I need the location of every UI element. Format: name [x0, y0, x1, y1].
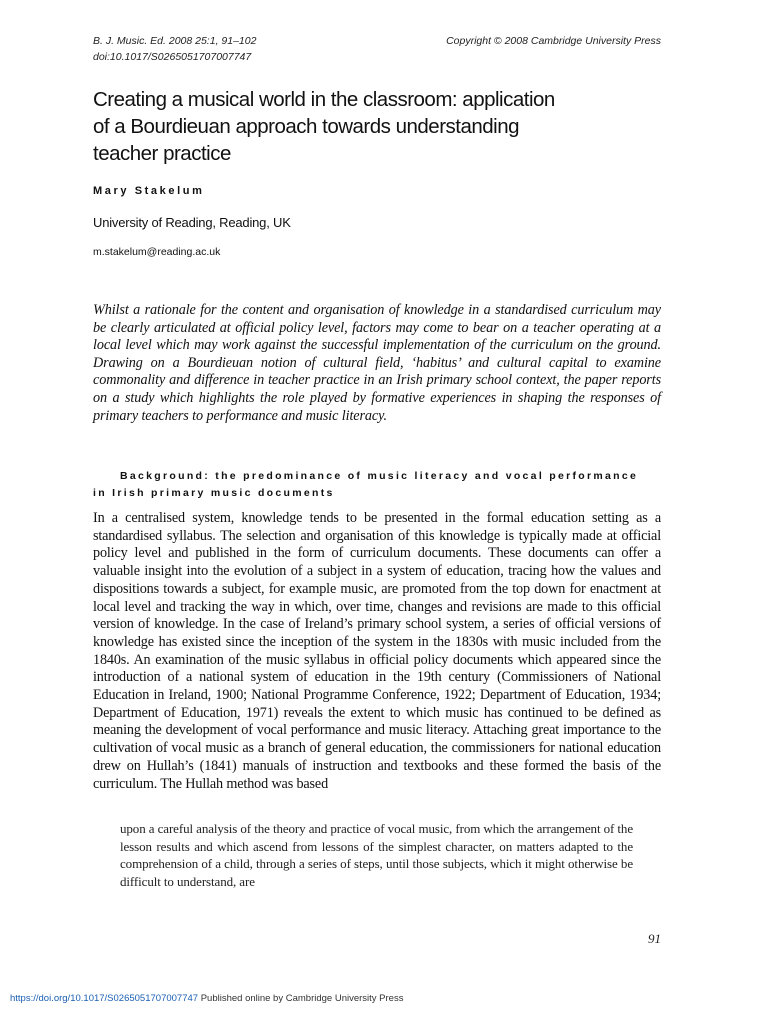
author-email: m.stakelum@reading.ac.uk [93, 246, 221, 258]
paper-title [93, 86, 653, 167]
journal-header [93, 33, 256, 65]
doi-link[interactable]: https://doi.org/10.1017/S0265051707007747 [10, 993, 199, 1004]
abstract: Whilst a rationale for the content and organisation of knowledge in a standardised curriculum may be clearly articulated at official policy level, factors may come to bear on a teacher operating at a local level which may work against the successful implementation of the curriculum on the ground. Drawing on a Bourdieuan notion of cultural field, ‘habitus’ and cultural capital to examine commonality and difference in teacher practice in an Irish primary school context, the paper reports on a study which highlights the role played by formative experiences in shaping the responses of primary teachers to performance and music literacy. [93, 302, 661, 424]
doi-line: doi:10.1017/S0265051707007747 [93, 51, 252, 63]
journal-citation: B. J. Music. Ed. 2008 25:1, 91–102 [93, 35, 257, 47]
body-paragraph: In a centralised system, knowledge tends to be presented in the formal education setting as a standardised syllabus. The selection and organisation of this knowledge is typically made at official policy level and published in the form of curriculum documents. These documents can offer a valuable insight into the evolution of a subject in a system of education, tracing how the values and dispositions towards a subject, for example music, are promoted from the top down for enactment at local level and tracking the way in which, over time, changes and revisions are made to this official version of knowledge. In the case of Ireland’s primary school system, a series of official versions of knowledge has existed since the inception of the system in the 1830s with music included from the 1840s. An examination of the music syllabus in official policy documents which appeared since the introduction of a national system of education in the 19th century (Commissioners of National Education in Ireland, 1900; National Programme Conference, 1922; Department of Education, 1934; Department of Education, 1971) reveals the extent to which music has continued to be defined as meaning the development of vocal performance and music literacy. Attaching great importance to the cultivation of vocal music as a branch of general education, the commissioners for national education drew on Hullah’s (1841) manuals of instruction and textbooks and these formed the basis of the curriculum. The Hullah method was based [93, 510, 661, 792]
author-name: Mary Stakelum [93, 185, 205, 197]
footer [10, 993, 403, 1004]
title-line: teacher practice [93, 142, 231, 165]
copyright-notice: Copyright © 2008 Cambridge University Press [446, 35, 661, 47]
title-line: of a Bourdieuan approach towards understanding [93, 115, 520, 138]
section-heading-line: in Irish primary music documents [93, 487, 335, 499]
section-heading-line: Background: the predominance of music literacy and vocal performance [120, 470, 639, 482]
block-quote: upon a careful analysis of the theory and practice of vocal music, from which the arrangement of the lesson results and which ascend from lessons of the simplest character, on matters adapted to the comprehension of a child, through a series of steps, until those subjects, which it might otherwise be difficult to understand, are [120, 821, 633, 889]
title-line: Creating a musical world in the classroom: application [93, 88, 555, 111]
page-number: 91 [648, 931, 661, 946]
author-affiliation: University of Reading, Reading, UK [93, 215, 291, 230]
section-heading [93, 468, 668, 502]
footer-text: Published online by Cambridge University Press [198, 993, 404, 1004]
